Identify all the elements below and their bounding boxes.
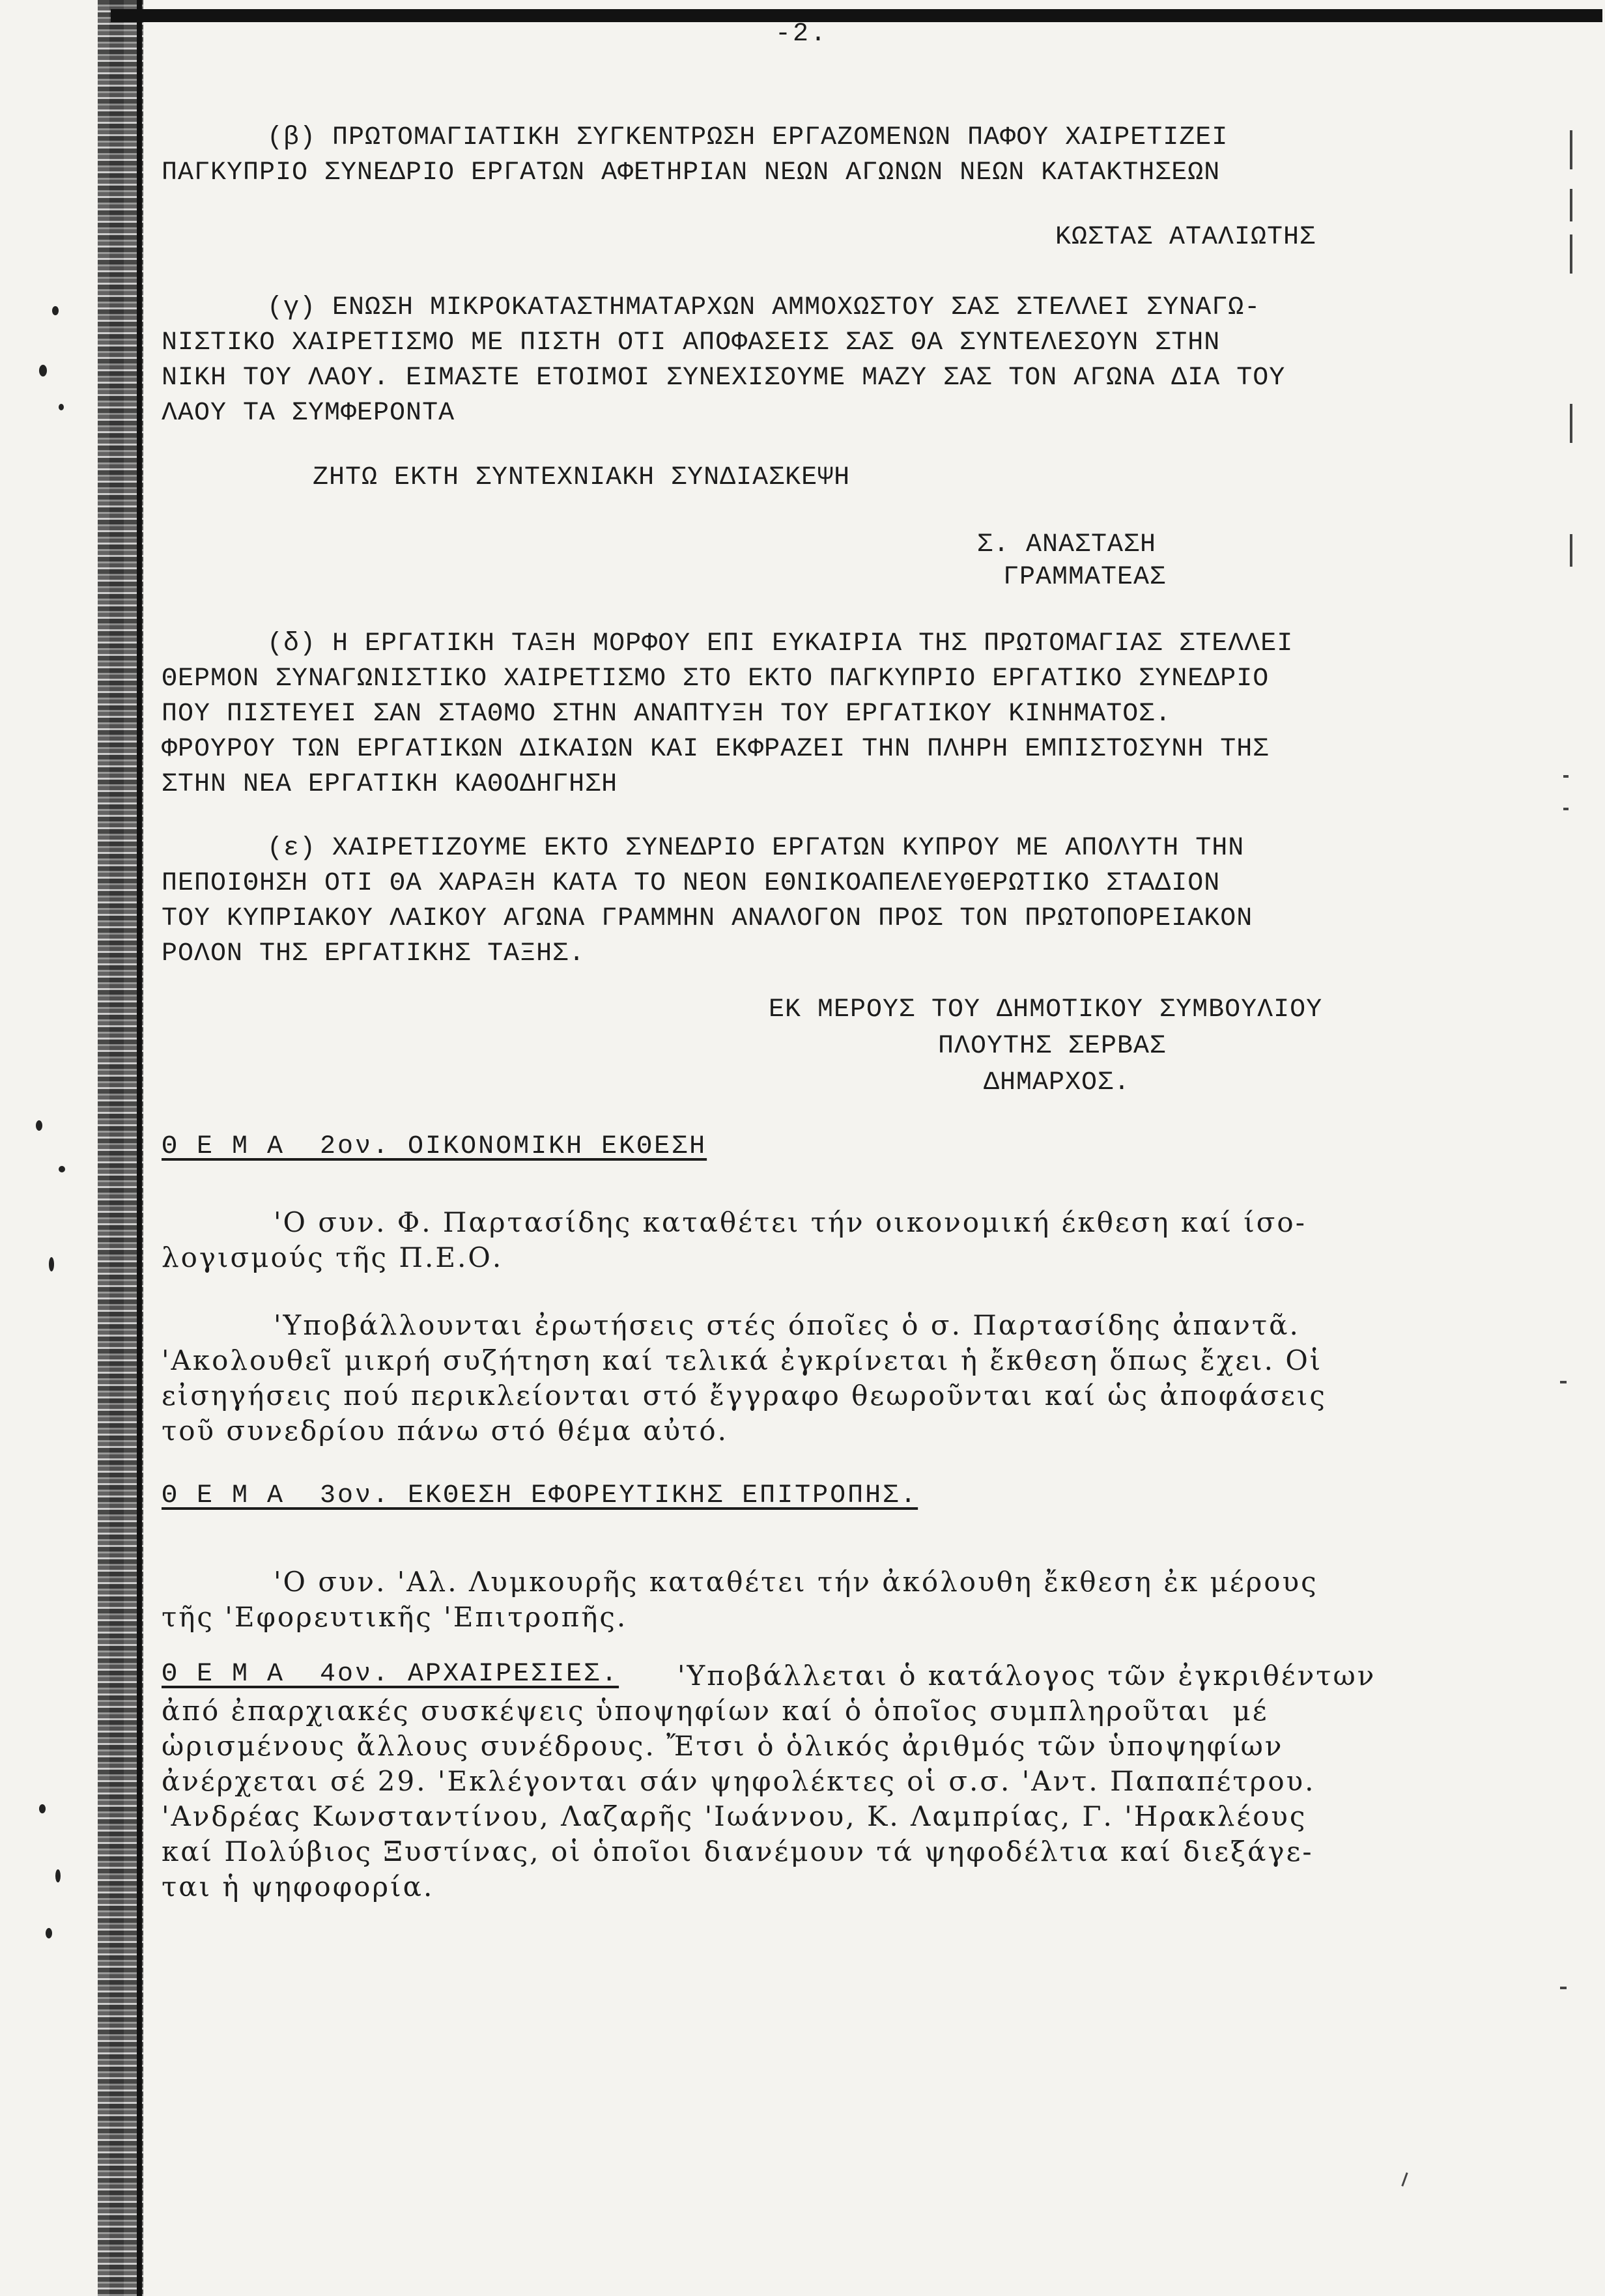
pen-mark (1401, 2172, 1408, 2187)
top-border-bar (111, 9, 1602, 22)
block-d-line: ΦΡΟΥΡΟΥ ΤΩΝ ΕΡΓΑΤΙΚΩΝ ΔΙΚΑΙΩΝ ΚΑΙ ΕΚΦΡΑΖΕΙ ΤΗΝ ΠΛΗΡΗ ΕΜΠΙΣΤΟΣΥΝΗ ΤΗΣ (162, 735, 1270, 764)
block-d-line: ΘΕΡΜΟΝ ΣΥΝΑΓΩΝΙΣΤΙΚΟ ΧΑΙΡΕΤΙΣΜΟ ΣΤΟ ΕΚΤΟ ΠΑΓΚΥΠΡΙΟ ΕΡΓΑΤΙΚΟ ΣΥΝΕΔΡΙΟ (162, 664, 1270, 694)
block-c-line: ΛΑΟΥ ΤΑ ΣΥΜΦΕΡΟΝΤΑ (162, 399, 455, 428)
block-b-line: ΠΑΓΚΥΠΡΙΟ ΣΥΝΕΔΡΙΟ ΕΡΓΑΤΩΝ ΑΦΕΤΗΡΙΑΝ ΝΕΩΝ ΑΓΩΝΩΝ ΝΕΩΝ ΚΑΤΑΚΤΗΣΕΩΝ (162, 158, 1221, 188)
block-e-signature-line: ΔΗΜΑΡΧΟΣ. (984, 1068, 1131, 1098)
margin-mark (1563, 808, 1569, 810)
scan-speck (46, 1928, 52, 1938)
scan-speck (39, 1804, 46, 1813)
block-e-line: ΠΕΠΟΙΘΗΣΗ ΟΤΙ ΘΑ ΧΑΡΑΞΗ ΚΑΤΑ ΤΟ ΝΕΟΝ ΕΘΝΙΚΟΑΠΕΛΕΥΘΕΡΩΤΙΚΟ ΣΤΑΔΙΟΝ (162, 869, 1221, 898)
block-c-signature-name: Σ. ΑΝΑΣΤΑΣΗ (977, 530, 1157, 560)
scan-speck (52, 306, 59, 315)
theme-3-heading: Θ Ε Μ Α 3ον. ΕΚΘΕΣΗ ΕΦΟΡΕΥΤΙΚΗΣ ΕΠΙΤΡΟΠΗΣ. (162, 1481, 918, 1510)
scan-speck (36, 1120, 42, 1131)
theme-4-para-line: ἀνέρχεται σέ 29. 'Εκλέγονται σάν ψηφολέκτες οἱ σ.σ. 'Αντ. Παπαπέτρου. (162, 1765, 1316, 1797)
theme-2-para-line: λογισμούς τῆς Π.Ε.Ο. (162, 1241, 504, 1273)
theme-4-para-line: ἀπό ἐπαρχιακές συσκέψεις ὑποψηφίων καί ὁ ὁποῖος συμπληροῦται μέ (162, 1695, 1269, 1727)
scan-speck (49, 1257, 54, 1271)
margin-mark (1570, 534, 1572, 567)
theme-2-para-line: 'Ακολουθεῖ μικρή συζήτηση καί τελικά ἐγκρίνεται ἡ ἔκθεση ὅπως ἔχει. Οἱ (162, 1344, 1323, 1376)
margin-mark (1560, 1381, 1567, 1383)
margin-mark (1563, 775, 1569, 778)
theme-4-heading: Θ Ε Μ Α 4ον. ΑΡΧΑΙΡΕΣΙΕΣ. (162, 1660, 619, 1689)
block-d-line: (δ) Η ΕΡΓΑΤΙΚΗ ΤΑΞΗ ΜΟΡΦΟΥ ΕΠΙ ΕΥΚΑΙΡΙΑ ΤΗΣ ΠΡΩΤΟΜΑΓΙΑΣ ΣΤΕΛΛΕΙ (267, 629, 1294, 659)
theme-2-para-line: τοῦ συνεδρίου πάνω στό θέμα αὐτό. (162, 1415, 728, 1447)
binding-line (137, 0, 142, 2296)
theme-2-para-line: εἰσηγήσεις πού περικλείονται στό ἔγγραφο θεωροῦνται καί ὡς ἀποφάσεις (162, 1380, 1327, 1411)
scan-speck (55, 1869, 61, 1882)
theme-3-para-line: 'Ο συν. 'Αλ. Λυμκουρῆς καταθέτει τήν ἀκόλουθη ἔκθεση ἐκ μέρους (274, 1566, 1318, 1598)
block-b-line: (β) ΠΡΩΤΟΜΑΓΙΑΤΙΚΗ ΣΥΓΚΕΝΤΡΩΣΗ ΕΡΓΑΖΟΜΕΝΩΝ ΠΑΦΟΥ ΧΑΙΡΕΤΙΖΕΙ (267, 123, 1229, 152)
theme-2-para-line: 'Υποβάλλουνται ἐρωτήσεις στές όποῖες ὁ σ. Παρτασίδης ἀπαντᾶ. (274, 1309, 1300, 1341)
theme-4-para-line: 'Υποβάλλεται ὁ κατάλογος τῶν ἐγκριθέντων (677, 1660, 1376, 1692)
margin-mark (1570, 234, 1572, 274)
theme-4-para-line: 'Ανδρέας Κωνσταντίνου, Λαζαρῆς 'Ιωάννου, Κ. Λαμπρίας, Γ. 'Ηρακλέους (162, 1800, 1307, 1832)
margin-mark (1560, 1987, 1567, 1989)
block-c-line: ΝΙΣΤΙΚΟ ΧΑΙΡΕΤΙΣΜΟ ΜΕ ΠΙΣΤΗ ΟΤΙ ΑΠΟΦΑΣΕΙΣ ΣΑΣ ΘΑ ΣΥΝΤΕΛΕΣΟΥΝ ΣΤΗΝ (162, 328, 1221, 358)
margin-mark (1570, 404, 1572, 443)
block-c-slogan: ΖΗΤΩ ΕΚΤΗ ΣΥΝΤΕΧΝΙΑΚΗ ΣΥΝΔΙΑΣΚΕΨΗ (313, 463, 851, 492)
block-b-signature: ΚΩΣΤΑΣ ΑΤΑΛΙΩΤΗΣ (1055, 223, 1316, 252)
theme-2-heading: Θ Ε Μ Α 2ον. ΟΙΚΟΝΟΜΙΚΗ ΕΚΘΕΣΗ (162, 1132, 707, 1161)
block-e-line: ΤΟΥ ΚΥΠΡΙΑΚΟΥ ΛΑΙΚΟΥ ΑΓΩΝΑ ΓΡΑΜΜΗΝ ΑΝΑΛΟΓΟΝ ΠΡΟΣ ΤΟΝ ΠΡΩΤΟΠΟΡΕΙΑΚΟΝ (162, 904, 1253, 933)
block-c-line: (γ) ΕΝΩΣΗ ΜΙΚΡΟΚΑΤΑΣΤΗΜΑΤΑΡΧΩΝ ΑΜΜΟΧΩΣΤΟΥ ΣΑΣ ΣΤΕΛΛΕΙ ΣΥΝΑΓΩ- (267, 293, 1261, 322)
block-e-line: (ε) ΧΑΙΡΕΤΙΖΟΥΜΕ ΕΚΤΟ ΣΥΝΕΔΡΙΟ ΕΡΓΑΤΩΝ ΚΥΠΡΟΥ ΜΕ ΑΠΟΛΥΤΗ ΤΗΝ (267, 834, 1245, 863)
theme-3-para-line: τῆς 'Εφορευτικῆς 'Επιτροπῆς. (162, 1601, 628, 1633)
theme-4-para-line: ὡρισμένους ἄλλους συνέδρους. Ἔτσι ὁ ὁλικός ἀριθμός τῶν ὑποψηφίων (162, 1730, 1284, 1762)
scan-speck (59, 1166, 65, 1172)
page-number: -2. (775, 20, 829, 49)
scan-speck (39, 365, 47, 376)
block-c-line: ΝΙΚΗ ΤΟΥ ΛΑΟΥ. ΕΙΜΑΣΤΕ ΕΤΟΙΜΟΙ ΣΥΝΕΧΙΣΟΥΜΕ ΜΑΖΥ ΣΑΣ ΤΟΝ ΑΓΩΝΑ ΔΙΑ ΤΟΥ (162, 363, 1286, 393)
theme-4-para-line: ται ἡ ψηφοφορία. (162, 1871, 434, 1903)
margin-mark (1570, 130, 1572, 169)
scan-speck (59, 404, 64, 410)
margin-mark (1570, 189, 1572, 221)
block-d-line: ΣΤΗΝ ΝΕΑ ΕΡΓΑΤΙΚΗ ΚΑΘΟΔΗΓΗΣΗ (162, 770, 618, 799)
block-e-signature-line: ΠΛΟΥΤΗΣ ΣΕΡΒΑΣ (938, 1032, 1167, 1061)
block-d-line: ΠΟΥ ΠΙΣΤΕΥΕΙ ΣΑΝ ΣΤΑΘΜΟ ΣΤΗΝ ΑΝΑΠΤΥΞΗ ΤΟΥ ΕΡΓΑΤΙΚΟΥ ΚΙΝΗΜΑΤΟΣ. (162, 700, 1172, 729)
theme-2-para-line: 'Ο συν. Φ. Παρτασίδης καταθέτει τήν οικονομική έκθεση καί ίσο- (274, 1206, 1307, 1238)
block-e-line: ΡΟΛΟΝ ΤΗΣ ΕΡΓΑΤΙΚΗΣ ΤΑΞΗΣ. (162, 939, 586, 969)
block-c-signature-title: ΓΡΑΜΜΑΤΕΑΣ (1003, 563, 1167, 592)
theme-4-para-line: καί Πολύβιος Ξυστίνας, οἱ ὁποῖοι διανέμουν τά ψηφοδέλτια καί διεξάγε- (162, 1835, 1314, 1867)
block-e-signature-line: ΕΚ ΜΕΡΟΥΣ ΤΟΥ ΔΗΜΟΤΙΚΟΥ ΣΥΜΒΟΥΛΙΟΥ (769, 995, 1323, 1025)
